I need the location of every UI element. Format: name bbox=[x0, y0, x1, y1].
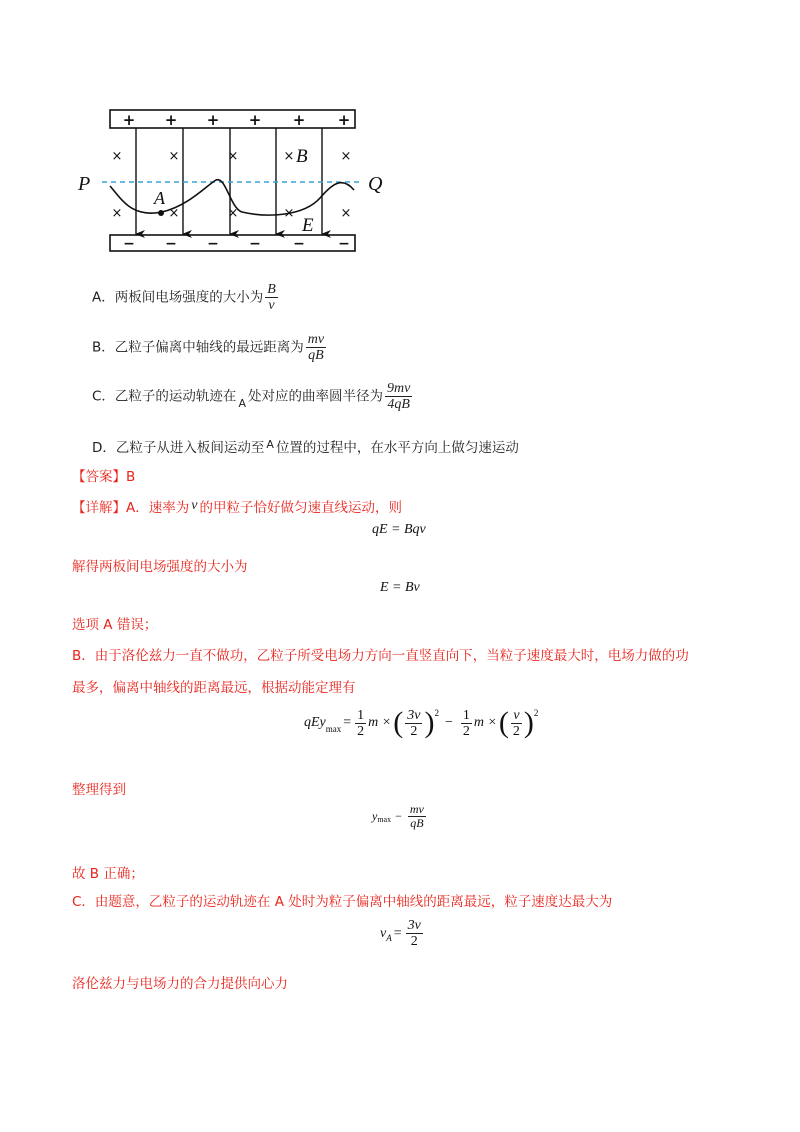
detail-line8: C．由题意，乙粒子的运动轨迹在 A 处时为粒子偏离中轴线的距离最远，粒子速度达最大为 bbox=[72, 894, 613, 910]
svg-text:×: × bbox=[227, 206, 239, 221]
minus-signs bbox=[123, 236, 350, 252]
detail-line5: 最多，偏离中轴线的距离最远，根据动能定理有 bbox=[72, 680, 356, 696]
svg-text:−: − bbox=[338, 236, 350, 252]
equation-2: E = Bv bbox=[380, 580, 420, 595]
label-q: Q bbox=[368, 173, 383, 195]
svg-text:+: + bbox=[292, 111, 306, 129]
label-a: A bbox=[154, 188, 165, 208]
option-a: A．两板间电场强度的大小为 $\frac{B}{v}$ bbox=[92, 282, 276, 313]
svg-text:×: × bbox=[283, 149, 295, 164]
equation-5: v A = $\frac{3v}{2}$ bbox=[380, 918, 421, 949]
detail-line3: 选项 A 错误； bbox=[72, 617, 158, 633]
label-e: E bbox=[302, 215, 314, 236]
equation-1: qE = Bqv bbox=[372, 522, 426, 537]
svg-text:×: × bbox=[227, 149, 239, 164]
fraction-b: $\frac{mv}{qB}$ bbox=[307, 332, 325, 363]
svg-text:×: × bbox=[340, 149, 352, 164]
top-plate bbox=[110, 110, 355, 128]
svg-text:+: + bbox=[206, 111, 220, 129]
detail-line6: 整理得到 bbox=[72, 782, 126, 798]
detail-line2: 解得两板间电场强度的大小为 bbox=[72, 559, 248, 575]
svg-text:×: × bbox=[168, 206, 180, 221]
svg-text:−: − bbox=[165, 236, 177, 252]
svg-text:−: − bbox=[293, 236, 305, 252]
equation-4: y max − $\frac{mv}{qB}$ bbox=[372, 802, 424, 830]
option-c: C．乙粒子的运动轨迹在 $_A$ 处对应的曲率圆半径为 $\frac{9mv}{4qB}$ bbox=[92, 381, 411, 412]
option-b: B．乙粒子偏离中轴线的最远距离为 $\frac{mv}{qB}$ bbox=[92, 332, 325, 363]
svg-text:+: + bbox=[122, 111, 136, 129]
option-d: D．乙粒子从进入板间运动至 $^A$ 位置的过程中，在水平方向上做匀速运动 bbox=[92, 438, 519, 456]
svg-text:×: × bbox=[283, 206, 295, 221]
detail-line4: B．由于洛伦兹力一直不做功，乙粒子所受电场力方向一直竖直向下，当粒子速度最大时，电场力做的功 bbox=[72, 648, 689, 664]
svg-text:×: × bbox=[111, 206, 123, 221]
point-a bbox=[158, 210, 164, 216]
plus-signs bbox=[123, 111, 351, 129]
answer-line: 【答案】B bbox=[72, 469, 136, 485]
svg-text:−: − bbox=[249, 236, 261, 252]
physics-figure bbox=[70, 100, 410, 260]
detail-line1: 【详解】A．速率为 v 的甲粒子恰好做匀速直线运动，则 bbox=[72, 498, 402, 516]
svg-text:+: + bbox=[164, 111, 178, 129]
svg-text:×: × bbox=[111, 149, 123, 164]
svg-text:×: × bbox=[340, 206, 352, 221]
label-p: P bbox=[78, 173, 91, 195]
svg-text:×: × bbox=[168, 149, 180, 164]
fraction-a: $\frac{B}{v}$ bbox=[267, 282, 276, 313]
magnetic-field-crosses bbox=[112, 149, 352, 221]
svg-text:+: + bbox=[248, 111, 262, 129]
svg-text:−: − bbox=[207, 236, 219, 252]
svg-text:+: + bbox=[337, 111, 351, 129]
fraction-c: $\frac{9mv}{4qB}$ bbox=[386, 381, 411, 412]
svg-text:−: − bbox=[123, 236, 135, 252]
equation-3: qEy max = $\frac{1}{2}$ m × ( $\frac{3v}{2}$ ) 2 − $\frac{1}{2}$ m × ( $\frac{v}{2}$ ) 2 bbox=[304, 706, 539, 739]
detail-line7: 故 B 正确； bbox=[72, 866, 144, 882]
bottom-plate bbox=[110, 235, 355, 251]
label-b: B bbox=[296, 146, 308, 167]
detail-line9: 洛伦兹力与电场力的合力提供向心力 bbox=[72, 976, 288, 992]
